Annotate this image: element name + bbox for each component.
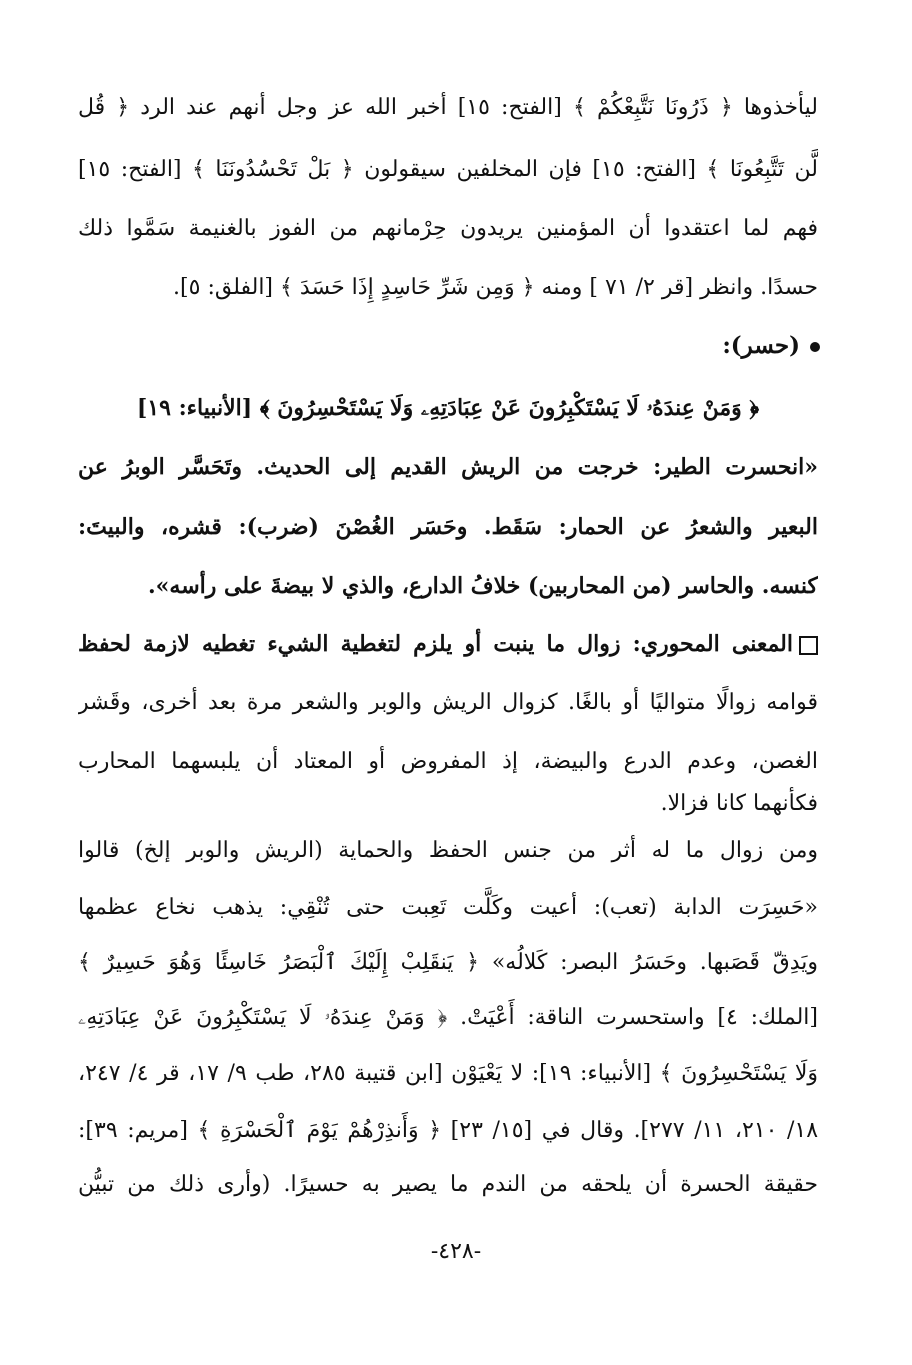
square-box-icon <box>799 636 818 655</box>
text-line: ليأخذوها ﴿ ذَرُونَا نَتَّبِعْكُمْ ﴾ [الفتح: ١٥] أخبر الله عز وجل أنهم عند الرد ﴿ قُل <box>78 95 818 120</box>
text-line: «انحسرت الطير: خرجت من الريش القديم إلى الحديث. وتَحَسَّر الوبرُ عن <box>78 454 818 480</box>
text-line: قوامه زوالًا متواليًا أو بالغًا. كزوال الريش والوبر والشعر مرة بعد أخرى، وقَشر <box>78 690 818 715</box>
text-line: البعير والشعرُ عن الحمار: سَقَط. وحَسَر الغُصْنَ (ضرب): قشره، والبيتَ: <box>78 514 818 540</box>
text-line: حسدًا. وانظر [قر ٢/ ٧١ ] ومنه ﴿ وَمِن شَرِّ حَاسِدٍ إِذَا حَسَدَ ﴾ [الفلق: ٥]. <box>173 275 818 300</box>
text-line: حقيقة الحسرة أن يلحقه من الندم ما يصير به حسيرًا. (وأرى ذلك من تبيُّن <box>78 1172 818 1197</box>
core-meaning-text: زوال ما ينبت أو يلزم لتغطية الشيء تغطيه لازمة لحفظ <box>78 631 621 657</box>
text-line: الغصن، وعدم الدرع والبيضة، إذ المفروض أو المعتاد أن يلبسهما المحارب <box>78 749 818 774</box>
text-line: لَّن تَتَّبِعُونَا ﴾ [الفتح: ١٥] فإن المخلفين سيقولون ﴿ بَلْ تَحْسُدُونَنَا ﴾ [الفتح: ١٥] <box>78 157 818 182</box>
text-line: وَلَا يَسْتَحْسِرُونَ ﴾ [الأنبياء: ١٩]: لا يَعْيَوْن [ابن قتيبة ٢٨٥، طب ٩/ ١٧، قر ٤/ ٢٤٧، <box>78 1061 818 1086</box>
section-heading <box>722 324 820 368</box>
text-line: ومن زوال ما له أثر من جنس الحفظ والحماية (الريش والوبر إلخ) قالوا <box>78 838 818 863</box>
text-line: [الملك: ٤] واستحسرت الناقة: أَعْيَتْ. ﴿ وَمَنْ عِندَهُۥ لَا يَسْتَكْبِرُونَ عَنْ عِبَادَتِهِۦ <box>78 1005 818 1030</box>
heading-text: (حسر): <box>722 332 800 359</box>
text-line: «حَسِرَت الدابة (تعب): أعيت وكَلَّت تَعِبت حتى تُنْقِي: يذهب نخاع عظمها <box>78 895 818 920</box>
page-number: -٤٢٨- <box>430 1239 482 1264</box>
core-meaning-label: المعنى المحوري: <box>632 631 793 657</box>
core-meaning-line <box>78 622 818 666</box>
text-line: فهم لما اعتقدوا أن المؤمنين يريدون حِرْمانهم من الفوز بالغنيمة سَمَّوا ذلك <box>78 216 818 241</box>
text-line: فكأنهما كانا فزالا. <box>660 791 818 816</box>
bullet-dot-icon <box>810 342 820 352</box>
text-line: ويَدِقّ قَصَبها. وحَسَرُ البصر: كَلالُه» ﴿ يَنقَلِبْ إِلَيْكَ ٱلْبَصَرُ خَاسِئًا وَهُوَ حَسِيرٌ ﴾ <box>78 950 818 975</box>
text-line: ١٨/ ٢١٠، ١١/ ٢٧٧]. وقال في [١٥/ ٢٣] ﴿ وَأَنذِرْهُمْ يَوْمَ ٱلْحَسْرَةِ ﴾ [مريم: ٣٩]: <box>78 1118 818 1143</box>
text-line: كنسه. والحاسر (من المحاربين) خلافُ الدارع، والذي لا بيضةَ على رأسه». <box>148 573 818 599</box>
quran-verse: ﴿ وَمَنْ عِندَهُۥ لَا يَسْتَكْبِرُونَ عَنْ عِبَادَتِهِۦ وَلَا يَسْتَحْسِرُونَ ﴾ [الأنبياء: ١٩] <box>136 395 760 421</box>
